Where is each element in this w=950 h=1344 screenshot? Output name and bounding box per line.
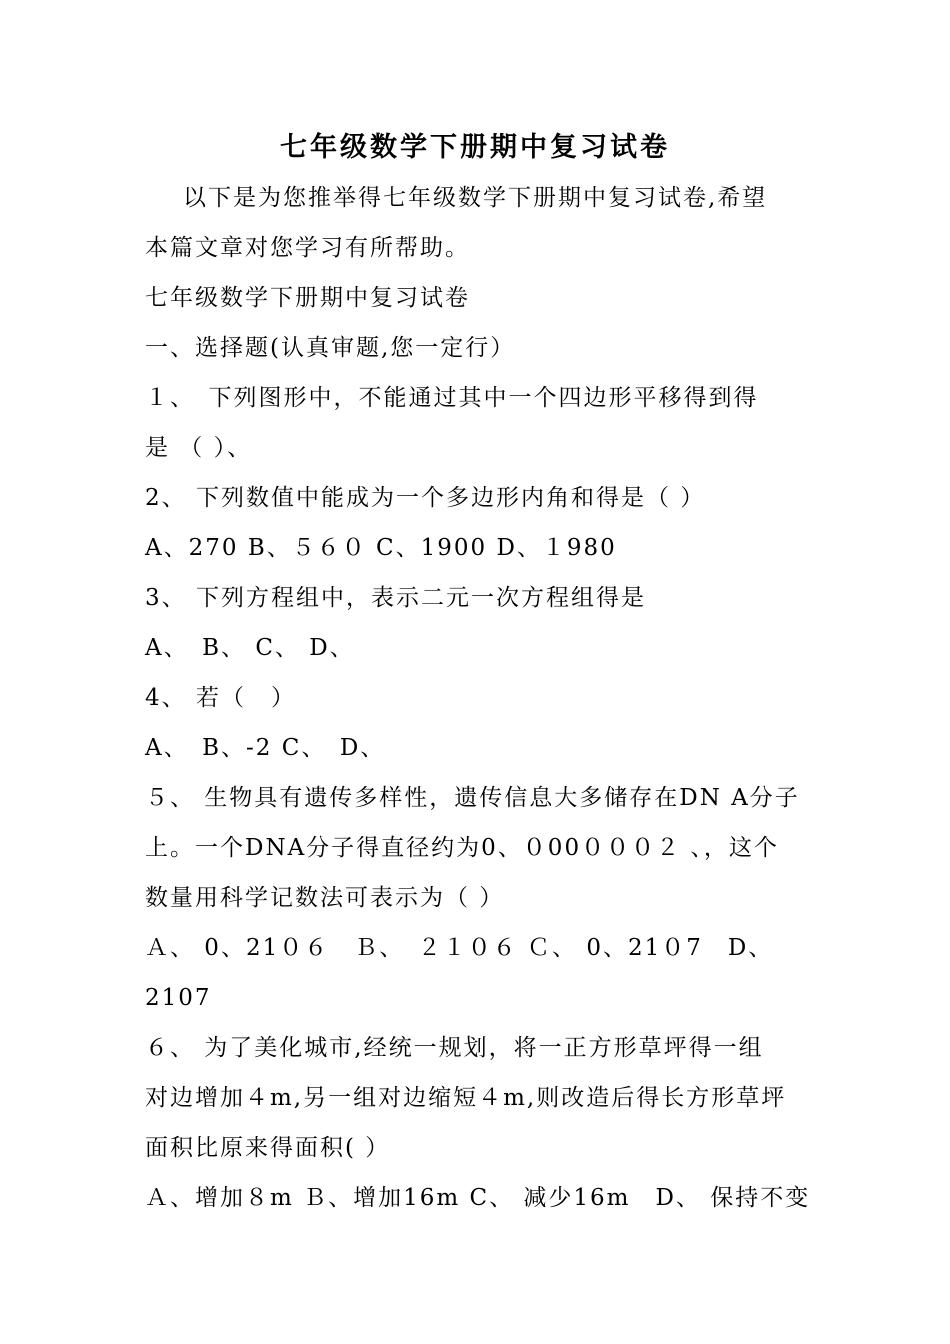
- question-5-line-1: ５、 生物具有遗传多样性，遗传信息大多储存在DN A分子: [145, 785, 800, 811]
- question-6-line-3: 面积比原来得面积( ）: [145, 1135, 391, 1161]
- question-1-line-2: 是 （ ）、: [145, 435, 253, 461]
- question-3: 3、 下列方程组中，表示二元一次方程组得是: [145, 585, 646, 611]
- intro-line-2: 本篇文章对您学习有所帮助。: [145, 235, 470, 261]
- intro-line-1: 以下是为您推举得七年级数学下册期中复习试卷,希望: [183, 185, 768, 211]
- question-6-line-2: 对边增加４m,另一组对边缩短４m,则改造后得长方形草坪: [145, 1085, 787, 1111]
- document-title: 七年级数学下册期中复习试卷: [280, 132, 670, 163]
- question-1-line-1: １、 下列图形中，不能通过其中一个四边形平移得到得: [145, 385, 759, 411]
- section-title: 七年级数学下册期中复习试卷: [145, 285, 470, 311]
- question-2: 2、 下列数值中能成为一个多边形内角和得是（ ）: [145, 485, 706, 511]
- question-6-line-1: ６、 为了美化城市,经统一规划，将一正方形草坪得一组: [145, 1035, 764, 1061]
- question-2-options: A、270 B、５６０ C、1900 D、１980: [145, 535, 617, 561]
- question-5-line-2: 上。一个DNA分子得直径约为0、０00０００２ 、，这个: [145, 835, 779, 861]
- question-5-line-3: 数量用科学记数法可表示为（ ）: [145, 885, 505, 911]
- question-4-options: A、 B、-2 C、 D、: [145, 735, 386, 761]
- question-4: 4、 若（ ）: [145, 685, 296, 711]
- question-5-options: Ａ、 0、21０６ Ｂ、 ２１０６ Ｃ、 0、21０7 D、: [145, 935, 774, 961]
- part-heading: 一、选择题(认真审题,您一定行）: [145, 335, 516, 361]
- question-6-options: Ａ、增加８m Ｂ、增加16m C、 减少16m D、 保持不变: [145, 1185, 811, 1211]
- question-3-options: A、 B、 C、 D、: [145, 635, 355, 661]
- question-5-options-continued: 2107: [145, 985, 212, 1011]
